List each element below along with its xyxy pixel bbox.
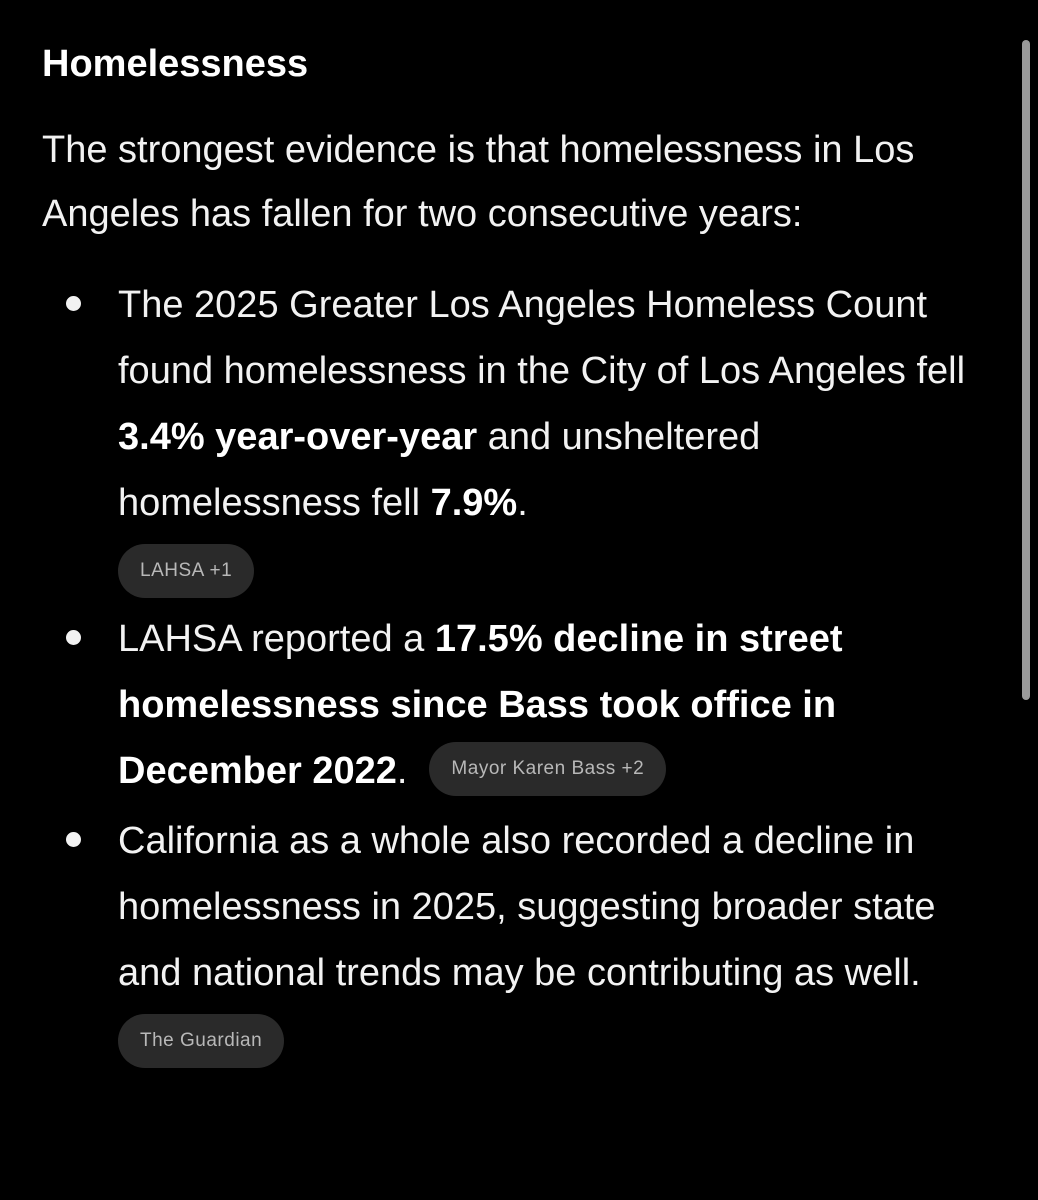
- text-segment: .: [396, 749, 408, 792]
- bullet-text: [118, 284, 965, 524]
- section-heading: Homelessness: [42, 43, 309, 85]
- text-segment: LAHSA reported a: [118, 617, 435, 660]
- text-segment: and unsheltered homelessness fell: [118, 416, 761, 524]
- bold-text: 7.9%: [430, 482, 518, 524]
- intro-paragraph: The strongest evidence is that homelessness in Los Angeles has fallen for two consecutive years:: [42, 129, 915, 235]
- bold-text: 17.5% decline in street homelessness since Bass took office in December 2022: [118, 617, 843, 792]
- source-chip-lahsa[interactable]: LAHSA +1: [118, 544, 254, 598]
- evidence-list: [42, 272, 1002, 1068]
- text-segment: .: [517, 482, 528, 524]
- list-item: [42, 808, 1002, 1068]
- source-chip-mayor-karen-bass[interactable]: Mayor Karen Bass +2: [429, 742, 666, 796]
- list-item: [42, 272, 1002, 598]
- bullet-text: California as a whole also recorded a decline in homelessness in 2025, suggesting broader state and national trends may be contributing as well.: [118, 819, 936, 994]
- bold-text: 3.4% year-over-year: [118, 416, 478, 458]
- text-segment: The 2025 Greater Los Angeles Homeless Count found homelessness in the City of Los Angeles fell: [118, 284, 966, 392]
- source-chip-the-guardian[interactable]: The Guardian: [118, 1014, 284, 1068]
- scrollbar[interactable]: [1022, 40, 1030, 700]
- bullet-point: [66, 630, 81, 645]
- list-item: [42, 606, 1002, 804]
- bullet-point: [66, 296, 81, 311]
- response-content: [42, 38, 1002, 1076]
- bullet-point: [66, 832, 81, 847]
